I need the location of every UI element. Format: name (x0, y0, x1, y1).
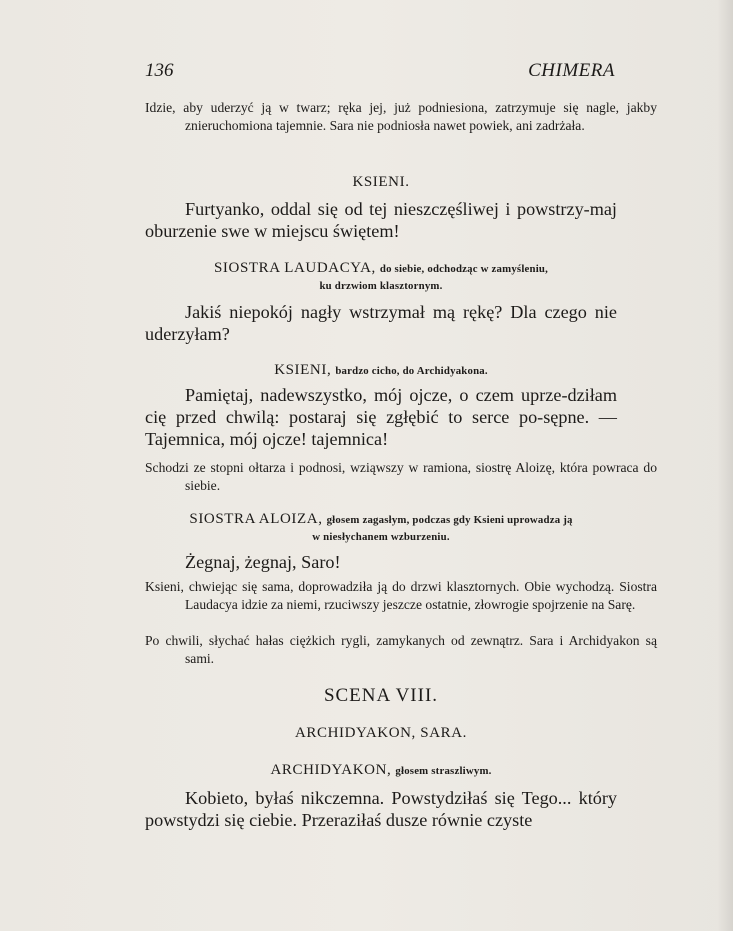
stage-direction-4: Po chwili, słychać hałas ciężkich rygli, zamykanych od zewnątrz. Sara i Archidyakon są sami. (145, 633, 657, 666)
speaker-direction: głosem zagasłym, podczas gdy Ksieni uprowadza ją (326, 514, 573, 526)
page-gutter-shadow (717, 0, 733, 931)
speaker-ksieni-1: KSIENI. (352, 174, 410, 190)
speaker-name: SIOSTRA ALOIZA, (189, 511, 323, 527)
speaker-name: ARCHIDYAKON, (270, 762, 392, 778)
speaker-name: SIOSTRA LAUDACYA, (213, 260, 376, 276)
dialogue-aloiza: Żegnaj, żegnaj, Saro! (185, 552, 341, 572)
stage-direction-3: Ksieni, chwiejąc się sama, doprowadziła ją do drzwi klasztornych. Obie wychodzą. Siostra Laudacya idzie za niemi, rzuciwszy jeszcze ostatnie, złowrogie spojrzenie na Sarę. (145, 579, 657, 612)
page-number: 136 (145, 60, 174, 81)
speaker-aloiza (145, 511, 617, 545)
page-header (145, 60, 615, 84)
stage-direction-1: Idzie, aby uderzyć ją w twarz; ręka jej, już podniesiona, zatrzymuje się nagle, jakby znieruchomiona tajemnie. Sara nie podniosła nawet powiek, ani zadrżała. (145, 100, 657, 133)
speaker-direction: głosem straszliwym. (395, 765, 492, 777)
speaker-direction: do siebie, odchodząc w zamyśleniu, (379, 263, 549, 275)
speaker-laudacya (145, 260, 617, 294)
speaker-direction-cont: w niesłychanem wzburzeniu. (312, 531, 450, 543)
speaker-direction-cont: ku drzwiom klasztornym. (319, 280, 443, 292)
speaker-direction: bardzo cicho, do Archidyakona. (335, 365, 488, 377)
dialogue-ksieni-1: Furtyanko, oddal się od tej nieszczęśliwej i powstrzy-maj oburzenie swe w miejscu świętem! (145, 199, 617, 241)
dialogue-archidyakon: Kobieto, byłaś nikczemna. Powstydziłaś się Tego... który powstydzi się ciebie. Przeraziłaś dusze równie czyste (145, 788, 617, 830)
stage-direction-2: Schodzi ze stopni ołtarza i podnosi, wziąwszy w ramiona, siostrę Aloizę, która powraca do siebie. (145, 460, 657, 493)
scene-heading: SCENA VIII. (323, 685, 439, 706)
dialogue-ksieni-2: Pamiętaj, nadewszystko, mój ojcze, o czem uprze-dziłam cię przed chwilą: postaraj się zgłębić to serce po-sępne. — Tajemnica, mój ojcze! tajemnica! (145, 385, 617, 449)
running-title: CHIMERA (528, 60, 615, 81)
speaker-name: KSIENI, (274, 362, 332, 378)
cast-list: ARCHIDYAKON, SARA. (294, 725, 468, 741)
speaker-ksieni-2 (145, 361, 617, 379)
dialogue-laudacya: Jakiś niepokój nagły wstrzymał mą rękę? Dla czego nie uderzyłam? (145, 302, 617, 344)
speaker-archidyakon (145, 761, 617, 779)
